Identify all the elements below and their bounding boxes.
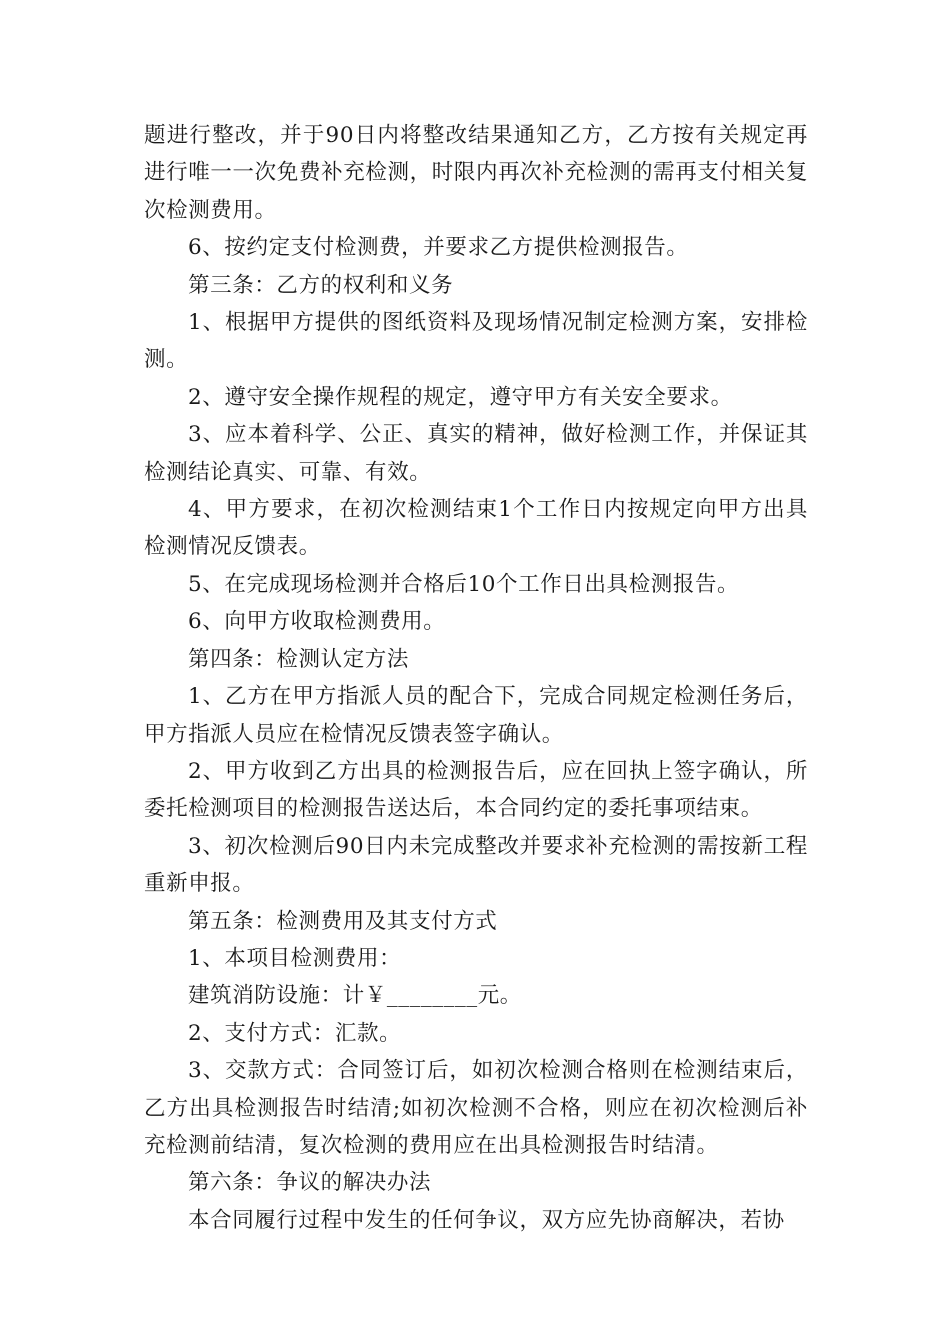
paragraph: 2、甲方收到乙方出具的检测报告后，应在回执上签字确认，所委托检测项目的检测报告送达后，本合同约定的委托事项结束。 bbox=[144, 758, 808, 822]
paragraph: 题进行整改，并于90日内将整改结果通知乙方，乙方按有关规定再进行唯一一次免费补充检测，时限内再次补充检测的需再支付相关复次检测费用。 bbox=[144, 123, 808, 223]
paragraph: 3、应本着科学、公正、真实的精神，做好检测工作，并保证其检测结论真实、可靠、有效。 bbox=[144, 422, 808, 485]
section-heading: 第五条：检测费用及其支付方式 bbox=[188, 908, 498, 934]
paragraph: 本合同履行过程中发生的任何争议，双方应先协商解决，若协 bbox=[188, 1207, 785, 1233]
paragraph: 3、交款方式：合同签订后，如初次检测合格则在检测结束后，乙方出具检测报告时结清;如初次检测不合格，则应在初次检测后补充检测前结清，复次检测的费用应在出具检测报告时结清。 bbox=[144, 1058, 808, 1158]
paragraph: 2、遵守安全操作规程的规定，遵守甲方有关安全要求。 bbox=[188, 384, 733, 410]
section-heading: 第三条：乙方的权利和义务 bbox=[188, 272, 454, 298]
paragraph: 1、乙方在甲方指派人员的配合下，完成合同规定检测任务后，甲方指派人员应在检情况反馈表签字确认。 bbox=[144, 684, 808, 747]
paragraph: 6、向甲方收取检测费用。 bbox=[188, 609, 446, 635]
paragraph: 1、根据甲方提供的图纸资料及现场情况制定检测方案，安排检测。 bbox=[144, 310, 808, 373]
paragraph: 1、本项目检测费用： bbox=[188, 945, 402, 971]
paragraph: 4、甲方要求，在初次检测结束1个工作日内按规定向甲方出具检测情况反馈表。 bbox=[144, 497, 808, 560]
paragraph: 2、支付方式：汇款。 bbox=[188, 1020, 402, 1046]
paragraph: 建筑消防设施：计￥________元。 bbox=[188, 983, 522, 1009]
paragraph: 6、按约定支付检测费，并要求乙方提供检测报告。 bbox=[188, 235, 689, 261]
paragraph: 3、初次检测后90日内未完成整改并要求补充检测的需按新工程重新申报。 bbox=[144, 833, 808, 897]
paragraph: 5、在完成现场检测并合格后10个工作日出具检测报告。 bbox=[188, 571, 740, 597]
section-heading: 第六条：争议的解决办法 bbox=[188, 1170, 432, 1196]
section-heading: 第四条：检测认定方法 bbox=[188, 646, 410, 672]
document-body bbox=[144, 117, 808, 1239]
